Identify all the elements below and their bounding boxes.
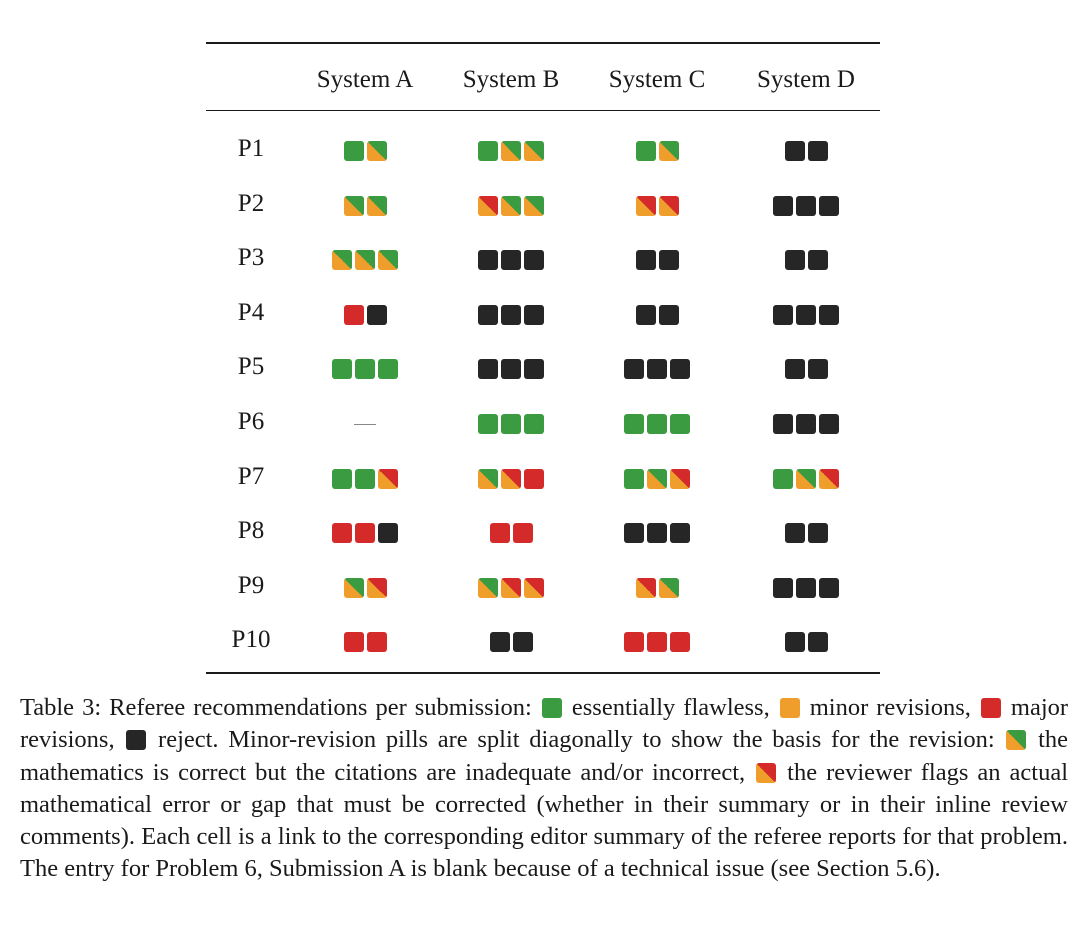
reject-pill <box>773 578 793 598</box>
reject-pill <box>524 359 544 379</box>
flawless-pill <box>501 414 521 434</box>
table-row <box>206 622 880 662</box>
flawless-pill <box>355 359 375 379</box>
summary-link-cell[interactable] <box>584 131 730 171</box>
flawless-pill <box>355 469 375 489</box>
minor-math-error-pill <box>636 578 656 598</box>
summary-link-cell[interactable] <box>733 404 879 444</box>
reject-pill <box>513 632 533 652</box>
summary-link-cell[interactable] <box>584 513 730 553</box>
reject-pill <box>367 305 387 325</box>
legend-orange-swatch <box>780 698 800 718</box>
minor-math-error-pill <box>636 196 656 216</box>
table-row <box>206 349 880 389</box>
reject-pill <box>478 305 498 325</box>
reject-pill <box>819 578 839 598</box>
table-row <box>206 513 880 553</box>
reject-pill <box>659 305 679 325</box>
summary-link-cell[interactable] <box>438 295 584 335</box>
minor-citations-pill <box>647 469 667 489</box>
reject-pill <box>647 359 667 379</box>
table-header-rule <box>206 110 880 111</box>
minor-citations-pill <box>355 250 375 270</box>
minor-math-error-pill <box>378 469 398 489</box>
flawless-pill <box>636 141 656 161</box>
minor-math-error-pill <box>501 469 521 489</box>
summary-link-cell[interactable] <box>438 404 584 444</box>
reject-pill <box>647 523 667 543</box>
summary-link-cell[interactable] <box>292 295 438 335</box>
minor-citations-pill <box>796 469 816 489</box>
blank-entry-dash <box>354 424 376 425</box>
reject-pill <box>796 578 816 598</box>
row-label: P1 <box>237 135 265 162</box>
reject-pill <box>819 414 839 434</box>
minor-citations-pill <box>344 578 364 598</box>
reject-pill <box>796 305 816 325</box>
minor-math-error-pill <box>819 469 839 489</box>
reject-pill <box>501 359 521 379</box>
minor-citations-pill <box>478 469 498 489</box>
minor-math-error-pill <box>659 196 679 216</box>
reject-pill <box>659 250 679 270</box>
reject-pill <box>819 196 839 216</box>
minor-citations-pill <box>478 578 498 598</box>
summary-link-cell[interactable] <box>733 349 879 389</box>
major-revision-pill <box>513 523 533 543</box>
summary-link-cell[interactable] <box>584 568 730 608</box>
reject-pill <box>501 305 521 325</box>
minor-citations-pill <box>659 141 679 161</box>
reject-pill <box>378 523 398 543</box>
minor-citations-pill <box>367 141 387 161</box>
major-revision-pill <box>490 523 510 543</box>
reject-pill <box>819 305 839 325</box>
legend-black-swatch <box>126 730 146 750</box>
legend-red-swatch <box>981 698 1001 718</box>
summary-link-cell[interactable] <box>733 295 879 335</box>
minor-citations-pill <box>501 196 521 216</box>
flawless-pill <box>624 469 644 489</box>
summary-link-cell[interactable] <box>584 349 730 389</box>
summary-link-cell[interactable] <box>292 622 438 662</box>
reject-pill <box>785 523 805 543</box>
minor-citations-pill <box>501 141 521 161</box>
summary-link-cell[interactable] <box>292 513 438 553</box>
reject-pill <box>636 250 656 270</box>
flawless-pill <box>478 414 498 434</box>
legend-orange-green-swatch <box>1006 730 1026 750</box>
row-label: P8 <box>237 517 265 545</box>
summary-link-cell[interactable] <box>584 240 730 280</box>
reject-pill <box>808 359 828 379</box>
minor-math-error-pill <box>501 578 521 598</box>
column-header: System D <box>757 66 855 93</box>
summary-link-cell[interactable] <box>292 131 438 171</box>
table-row <box>206 240 880 280</box>
minor-math-error-pill <box>367 578 387 598</box>
row-label: P10 <box>231 626 271 654</box>
row-label: P5 <box>237 353 265 381</box>
table-row <box>206 295 880 335</box>
minor-citations-pill <box>659 578 679 598</box>
reject-pill <box>785 141 805 161</box>
row-label: P7 <box>237 462 265 490</box>
summary-link-cell[interactable] <box>584 186 730 226</box>
summary-link-cell[interactable] <box>584 295 730 335</box>
summary-link-cell[interactable] <box>733 568 879 608</box>
flawless-pill <box>378 359 398 379</box>
reject-pill <box>524 250 544 270</box>
summary-link-cell[interactable] <box>292 240 438 280</box>
reject-pill <box>490 632 510 652</box>
reject-pill <box>808 523 828 543</box>
major-revision-pill <box>355 523 375 543</box>
flawless-pill <box>332 359 352 379</box>
summary-link-cell[interactable] <box>733 459 879 499</box>
summary-link-cell[interactable] <box>292 568 438 608</box>
row-label: P9 <box>237 571 265 599</box>
major-revision-pill <box>344 305 364 325</box>
flawless-pill <box>624 414 644 434</box>
reject-pill <box>785 632 805 652</box>
table-row <box>206 459 880 499</box>
legend-reject-text: reject. Minor-revision pills are split diagonally to show the basis for the revision: <box>158 726 995 754</box>
major-revision-pill <box>624 632 644 652</box>
column-header: System A <box>316 66 414 93</box>
minor-math-error-pill <box>524 578 544 598</box>
summary-link-cell[interactable] <box>438 349 584 389</box>
reject-pill <box>624 359 644 379</box>
minor-citations-pill <box>332 250 352 270</box>
major-revision-pill <box>647 632 667 652</box>
reject-pill <box>785 359 805 379</box>
summary-link-cell[interactable] <box>733 186 879 226</box>
reject-pill <box>796 414 816 434</box>
minor-citations-pill <box>378 250 398 270</box>
minor-citations-pill <box>344 196 364 216</box>
summary-link-cell[interactable] <box>292 349 438 389</box>
table-row <box>206 186 880 226</box>
row-label: P4 <box>237 298 265 326</box>
summary-link-cell[interactable] <box>733 622 879 662</box>
flawless-pill <box>773 469 793 489</box>
flawless-pill <box>524 414 544 434</box>
legend-orange-red-swatch <box>756 763 776 783</box>
summary-link-cell[interactable] <box>584 459 730 499</box>
legend-green-swatch <box>542 698 562 718</box>
summary-link-cell[interactable] <box>733 513 879 553</box>
summary-link-cell[interactable] <box>733 131 879 171</box>
table-row <box>206 131 880 171</box>
legend-citations-text: the mathematics is correct but the citations are inadequate and/or incorrect, <box>20 726 1069 786</box>
major-revision-pill <box>524 469 544 489</box>
summary-link-cell[interactable] <box>438 240 584 280</box>
row-label: P3 <box>237 244 265 272</box>
reject-pill <box>670 523 690 543</box>
table-top-rule <box>206 42 880 44</box>
summary-link-cell[interactable] <box>584 622 730 662</box>
reject-pill <box>670 359 690 379</box>
table-bottom-rule <box>206 672 880 674</box>
column-header: System B <box>462 66 560 93</box>
flawless-pill <box>647 414 667 434</box>
row-label: P6 <box>237 408 265 435</box>
summary-link-cell[interactable] <box>438 459 584 499</box>
reject-pill <box>785 250 805 270</box>
table-row <box>206 404 880 444</box>
reject-pill <box>808 250 828 270</box>
flawless-pill <box>332 469 352 489</box>
reject-pill <box>478 250 498 270</box>
summary-link-cell[interactable] <box>292 404 438 444</box>
summary-link-cell[interactable] <box>438 513 584 553</box>
minor-citations-pill <box>524 196 544 216</box>
summary-link-cell[interactable] <box>438 131 584 171</box>
summary-link-cell[interactable] <box>438 186 584 226</box>
row-label: P2 <box>237 189 265 217</box>
minor-math-error-pill <box>670 469 690 489</box>
caption-title: Table 3: Referee recommendations per submission: <box>20 694 532 721</box>
summary-link-cell[interactable] <box>438 568 584 608</box>
summary-link-cell[interactable] <box>733 240 879 280</box>
major-revision-pill <box>670 632 690 652</box>
reject-pill <box>773 196 793 216</box>
reject-pill <box>624 523 644 543</box>
minor-citations-pill <box>367 196 387 216</box>
summary-link-cell[interactable] <box>292 186 438 226</box>
column-header: System C <box>608 66 706 93</box>
flawless-pill <box>670 414 690 434</box>
legend-major-text: major revisions, <box>20 694 1069 754</box>
summary-link-cell[interactable] <box>438 622 584 662</box>
reject-pill <box>808 141 828 161</box>
reject-pill <box>773 305 793 325</box>
table-caption <box>20 692 1068 886</box>
reject-pill <box>636 305 656 325</box>
major-revision-pill <box>332 523 352 543</box>
legend-flawless-text: essentially flawless, <box>571 694 770 721</box>
major-revision-pill <box>367 632 387 652</box>
table-row <box>206 568 880 608</box>
reject-pill <box>773 414 793 434</box>
legend-error-text: the reviewer flags an actual mathematical error or gap that must be corrected (whether in their summary or in their inline review comments). Each cell is a link to the corresponding editor summary of the referee reports for that problem. The entry for Problem 6, Submission A is blank because of a technical issue (see Section 5.6). <box>20 758 1068 883</box>
reject-pill <box>478 359 498 379</box>
major-revision-pill <box>344 632 364 652</box>
flawless-pill <box>478 141 498 161</box>
legend-minor-text: minor revisions, <box>809 694 971 721</box>
reject-pill <box>524 305 544 325</box>
flawless-pill <box>344 141 364 161</box>
summary-link-cell[interactable] <box>292 459 438 499</box>
summary-link-cell[interactable] <box>584 404 730 444</box>
reject-pill <box>808 632 828 652</box>
reject-pill <box>501 250 521 270</box>
minor-math-error-pill <box>478 196 498 216</box>
reject-pill <box>796 196 816 216</box>
minor-citations-pill <box>524 141 544 161</box>
